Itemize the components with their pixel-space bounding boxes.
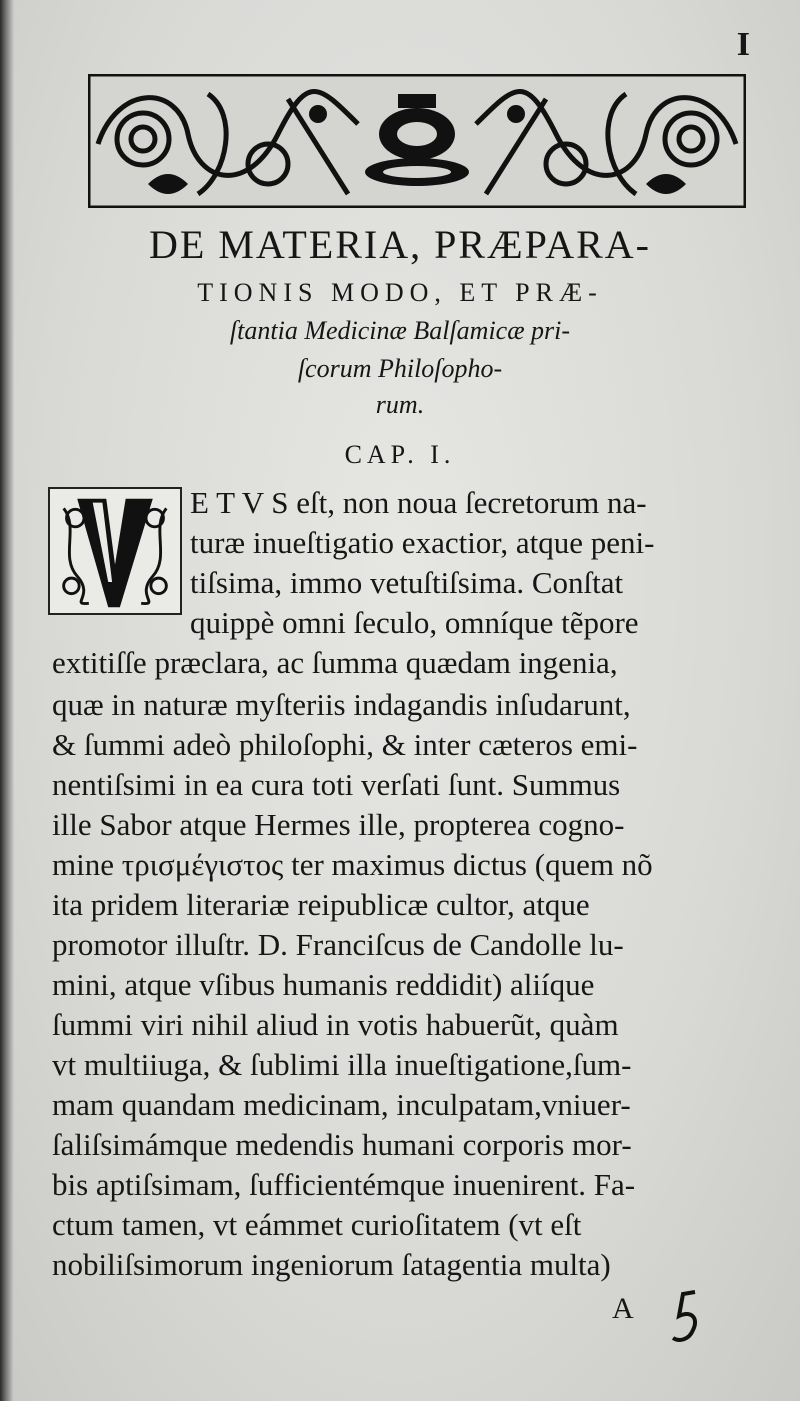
title-line-3: ſtantia Medicinæ Balſamicæ pri- [229, 316, 571, 345]
text-line-7: & ſummi adeò philoſophi, & inter cæteros emi- [52, 727, 638, 762]
text-line-12: promotor illuſtr. D. Franciſcus de Candolle lu- [52, 927, 624, 962]
text-line-13: mini, atque vſibus humanis reddidit) aliíque [52, 967, 595, 1002]
text-line-14: ſummi viri nihil aliud in votis habuerũt, quàm [52, 1007, 619, 1042]
text-line-10: mine τρισμέγιστος ter maximus dictus (quem nõ [52, 847, 653, 882]
text-line-4: quippè omni ſeculo, omníque tẽpore [190, 605, 639, 640]
title-line-5: rum. [375, 390, 425, 419]
title-line-4: ſcorum Philoſopho- [297, 354, 503, 383]
text-line-8: nentiſsimi in ea cura toti verſati ſunt. Summus [52, 767, 621, 802]
title-line-2: TIONIS MODO, ET PRÆ- [197, 278, 603, 307]
title-line-1: DE MATERIA, PRÆPARA- [149, 222, 651, 267]
text-line-15: vt multiiuga, & ſublimi illa inueſtigatione,ſum- [52, 1047, 632, 1082]
chapter-heading: CAP. I. [344, 440, 456, 469]
text-line-17: ſaliſsimámque medendis humani corporis mor- [52, 1127, 632, 1162]
text-line-19: ctum tamen, vt eámmet curioſitatem (vt eſt [52, 1207, 582, 1242]
text-line-2: turæ inueſtigatio exactior, atque peni- [190, 525, 655, 560]
text-line-5: extitiſſe præclara, ac ſumma quædam ingenia, [52, 645, 618, 680]
binding-shadow [0, 0, 14, 1401]
text-line-20: nobiliſsimorum ingeniorum ſatagentia multa) [52, 1247, 611, 1282]
handwritten-mark [665, 1288, 705, 1348]
text-line-1: E T V S eſt, non noua ſecretorum na- [190, 485, 647, 520]
text-line-6: quæ in naturæ myſteriis indagandis inſudarunt, [52, 687, 631, 722]
text-line-9: ille Sabor atque Hermes ille, propterea cogno- [52, 807, 625, 842]
text-line-18: bis aptiſsimam, ſufficientémque inuenirent. Fa- [52, 1167, 636, 1202]
decorated-initial-v [48, 487, 182, 615]
page-number: I [736, 26, 750, 63]
text-line-16: mam quandam medicinam, inculpatam,vniuer- [52, 1087, 631, 1122]
signature-mark: A [612, 1292, 634, 1325]
headpiece-ornament [88, 74, 746, 208]
text-line-11: ita pridem literariæ reipublicæ cultor, atque [52, 887, 590, 922]
text-line-3: tiſsima, immo vetuſtiſsima. Conſtat [190, 565, 624, 600]
